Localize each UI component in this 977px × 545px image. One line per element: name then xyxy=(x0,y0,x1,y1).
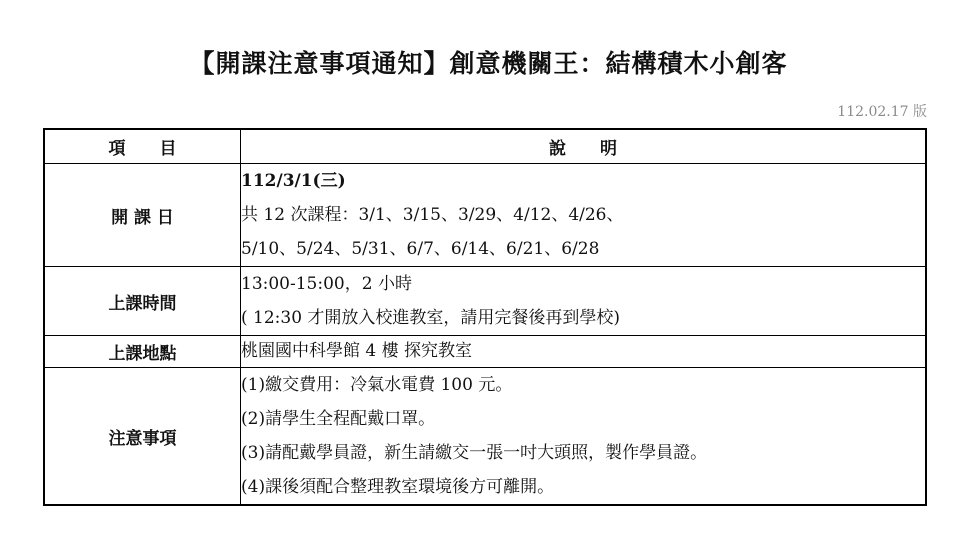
row-label: 注意事項 xyxy=(44,368,241,506)
table-header-row xyxy=(44,129,926,164)
row-label: 上課地點 xyxy=(44,336,241,368)
note-item: (1)繳交費用：冷氣水電費 100 元。 xyxy=(241,375,513,395)
start-date-text: 112/3/1(三) xyxy=(241,171,346,191)
row-description xyxy=(241,267,927,336)
row-label: 開 課 日 xyxy=(44,164,241,267)
row-description xyxy=(241,164,927,267)
table-row-class-time xyxy=(44,267,926,336)
version-label: 112.02.17 版 xyxy=(837,104,927,120)
notice-table xyxy=(43,128,927,506)
class-time-text: 13:00-15:00，2 小時 xyxy=(241,274,412,294)
note-item: (3)請配戴學員證，新生請繳交一張一吋大頭照，製作學員證。 xyxy=(241,443,708,463)
header-description: 說 明 xyxy=(241,129,927,164)
row-label: 上課時間 xyxy=(44,267,241,336)
note-item: (2)請學生全程配戴口罩。 xyxy=(241,409,436,429)
page-title: 【開課注意事項通知】創意機關王：結構積木小創客 xyxy=(189,49,788,78)
note-item: (4)課後須配合整理教室環境後方可離開。 xyxy=(241,477,555,497)
session-dates-line-2: 5/10、5/24、5/31、6/7、6/14、6/21、6/28 xyxy=(241,239,600,259)
row-description xyxy=(241,336,927,368)
table-row-start-date xyxy=(44,164,926,267)
row-description xyxy=(241,368,927,506)
class-time-note: ( 12:30 才開放入校進教室，請用完餐後再到學校) xyxy=(241,308,621,328)
table-row-notes xyxy=(44,368,926,506)
header-item: 項 目 xyxy=(44,129,241,164)
location-text: 桃園國中科學館 4 樓 探究教室 xyxy=(241,341,473,361)
table-row-location xyxy=(44,336,926,368)
session-dates-line-1: 共 12 次課程：3/1、3/15、3/29、4/12、4/26、 xyxy=(241,205,624,225)
